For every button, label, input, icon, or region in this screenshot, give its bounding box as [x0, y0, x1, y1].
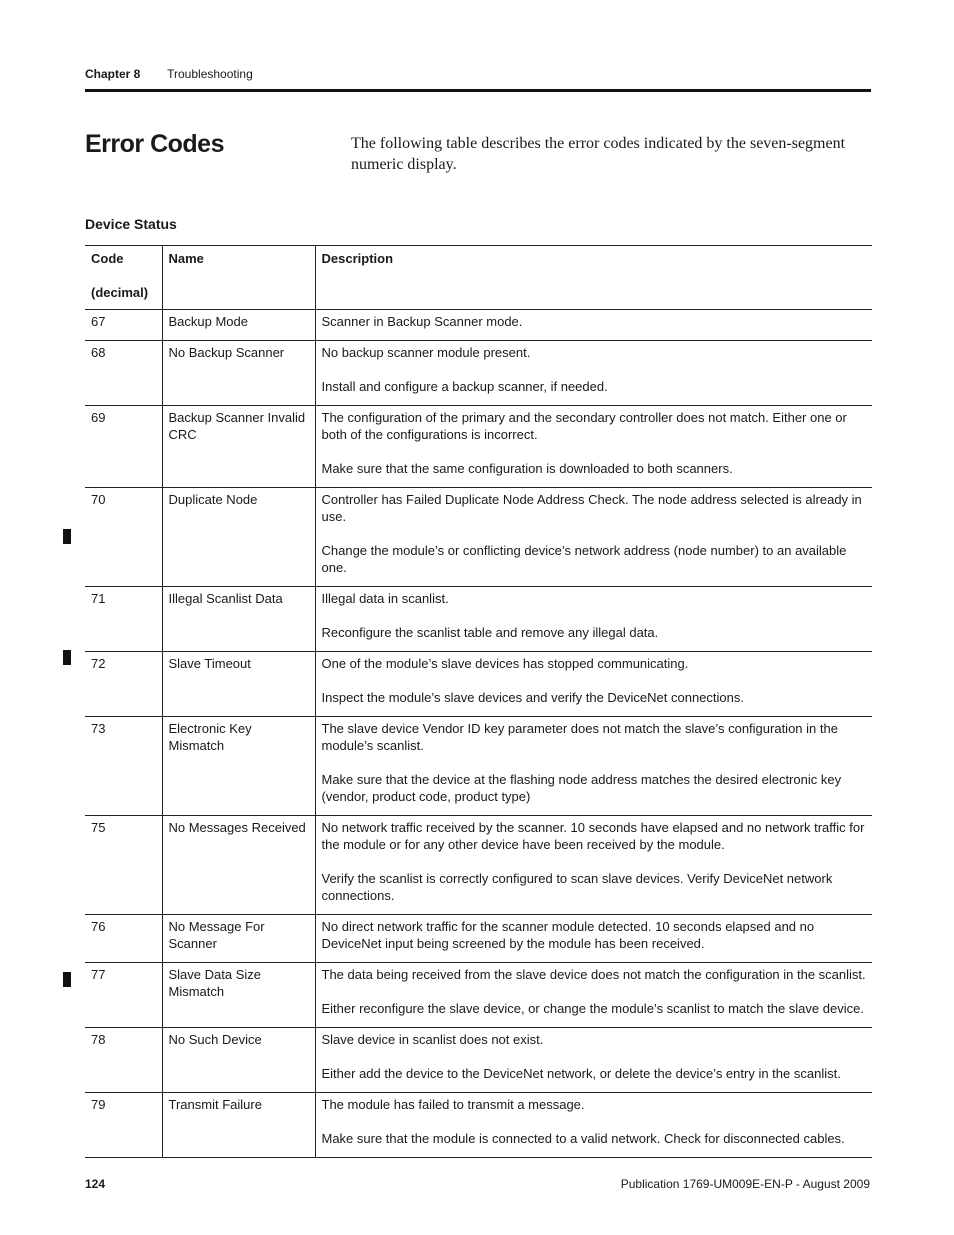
description-paragraph: Change the module’s or conflicting device’s network address (node number) to an available one. [321, 543, 847, 575]
cell-code: 71 [85, 587, 162, 652]
description-paragraph: One of the module’s slave devices has stopped communicating. [321, 656, 689, 671]
table-row [85, 1093, 872, 1158]
description-paragraph: Inspect the module’s slave devices and verify the DeviceNet connections. [321, 690, 744, 705]
cell-code: 68 [85, 341, 162, 406]
cell-code: 70 [85, 488, 162, 587]
description-paragraph: Scanner in Backup Scanner mode. [321, 314, 523, 329]
cell-code: 72 [85, 652, 162, 717]
table-row [85, 1028, 872, 1093]
description-paragraph: Reconfigure the scanlist table and remove any illegal data. [321, 625, 659, 640]
cell-name: Backup Mode [162, 310, 315, 341]
column-header-code-label: Code [91, 251, 124, 266]
table-row [85, 652, 872, 717]
cell-code: 78 [85, 1028, 162, 1093]
cell-description [315, 915, 872, 963]
cell-description [315, 963, 872, 1028]
cell-code: 67 [85, 310, 162, 341]
cell-name: No Message For Scanner [162, 915, 315, 963]
description-paragraph: No network traffic received by the scanner. 10 seconds have elapsed and no network traffic for the module or for any other device have been received by the module. [321, 820, 865, 852]
description-paragraph: Controller has Failed Duplicate Node Address Check. The node address selected is already in use. [321, 492, 862, 524]
cell-code: 75 [85, 816, 162, 915]
intro-paragraph: The following table describes the error codes indicated by the seven-segment numeric display. [351, 135, 846, 173]
table-row [85, 915, 872, 963]
cell-code: 79 [85, 1093, 162, 1158]
header-rule [85, 89, 871, 92]
description-paragraph: The data being received from the slave device does not match the configuration in the scanlist. [321, 967, 866, 982]
description-paragraph: Make sure that the device at the flashing node address matches the desired electronic key (vendor, product code, product type) [321, 772, 842, 804]
cell-description [315, 652, 872, 717]
change-bar [63, 529, 71, 544]
page-title: Error Codes [85, 130, 224, 158]
cell-name: Electronic Key Mismatch [162, 717, 315, 816]
cell-description [315, 1093, 872, 1158]
cell-description [315, 1028, 872, 1093]
description-paragraph: The slave device Vendor ID key parameter does not match the slave’s configuration in the module’s scanlist. [321, 721, 838, 753]
cell-name: Transmit Failure [162, 1093, 315, 1158]
cell-description [315, 406, 872, 488]
description-paragraph: The configuration of the primary and the secondary controller does not match. Either one or both of the configurations is incorrect. [321, 410, 847, 442]
table-row [85, 587, 872, 652]
section-label: Troubleshooting [167, 67, 253, 81]
cell-description [315, 341, 872, 406]
cell-description [315, 587, 872, 652]
table-title: Device Status [85, 216, 177, 232]
table-row [85, 816, 872, 915]
table-row [85, 488, 872, 587]
description-paragraph: No backup scanner module present. [321, 345, 531, 360]
cell-description [315, 816, 872, 915]
description-paragraph: Make sure that the same configuration is downloaded to both scanners. [321, 461, 733, 476]
cell-name: No Backup Scanner [162, 341, 315, 406]
cell-code: 76 [85, 915, 162, 963]
description-paragraph: Verify the scanlist is correctly configured to scan slave devices. Verify DeviceNet network connections. [321, 871, 833, 903]
cell-name: Backup Scanner Invalid CRC [162, 406, 315, 488]
cell-code: 77 [85, 963, 162, 1028]
description-paragraph: Slave device in scanlist does not exist. [321, 1032, 544, 1047]
table-row [85, 341, 872, 406]
column-header-name: Name [162, 246, 315, 310]
cell-description [315, 488, 872, 587]
cell-name: Illegal Scanlist Data [162, 587, 315, 652]
cell-code: 69 [85, 406, 162, 488]
cell-description [315, 717, 872, 816]
cell-name: No Such Device [162, 1028, 315, 1093]
cell-name: Slave Data Size Mismatch [162, 963, 315, 1028]
table-row [85, 717, 872, 816]
cell-name: Duplicate Node [162, 488, 315, 587]
cell-name: No Messages Received [162, 816, 315, 915]
table-row [85, 406, 872, 488]
description-paragraph: Either reconfigure the slave device, or change the module’s scanlist to match the slave device. [321, 1001, 864, 1016]
publication-info: Publication 1769-UM009E-EN-P - August 2009 [620, 1177, 870, 1191]
change-bar [63, 650, 71, 665]
description-paragraph: The module has failed to transmit a message. [321, 1097, 585, 1112]
description-paragraph: No direct network traffic for the scanner module detected. 10 seconds elapsed and no DeviceNet input being screened by the module has been received. [321, 919, 815, 951]
description-paragraph: Install and configure a backup scanner, if needed. [321, 379, 608, 394]
page-number: 124 [85, 1177, 106, 1191]
change-bar [63, 972, 71, 987]
column-header-description: Description [315, 246, 872, 310]
column-header-code [85, 246, 162, 310]
error-codes-table [85, 245, 872, 1158]
cell-code: 73 [85, 717, 162, 816]
table-header-row [85, 246, 872, 310]
description-paragraph: Either add the device to the DeviceNet network, or delete the device’s entry in the scanlist. [321, 1066, 841, 1081]
cell-name: Slave Timeout [162, 652, 315, 717]
description-paragraph: Make sure that the module is connected to a valid network. Check for disconnected cables. [321, 1131, 845, 1146]
cell-description [315, 310, 872, 341]
page-header [85, 67, 871, 81]
table-row [85, 310, 872, 341]
description-paragraph: Illegal data in scanlist. [321, 591, 449, 606]
table-row [85, 963, 872, 1028]
column-header-code-sub: (decimal) [91, 285, 149, 300]
chapter-label: Chapter 8 [85, 67, 141, 81]
